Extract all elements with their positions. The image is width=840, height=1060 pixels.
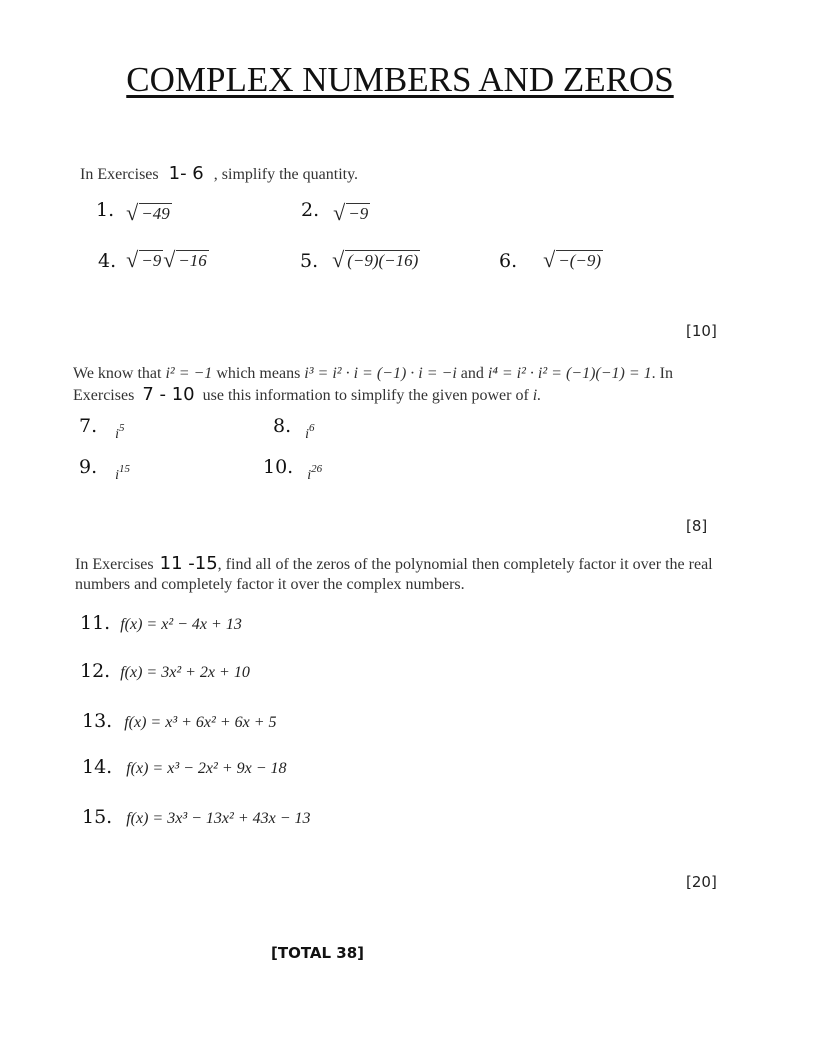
radical-expression: √ −9 <box>333 200 369 225</box>
exercise-12: 12. f(x) = 3x² + 2x + 10 <box>80 660 250 682</box>
exercise-6: 6. √ −(−9) <box>499 247 601 272</box>
exercise-14: 14. f(x) = x³ − 2x² + 9x − 18 <box>82 756 287 778</box>
section2-marks: [8] <box>686 517 708 535</box>
exercise-11: 11. f(x) = x² − 4x + 13 <box>80 612 242 634</box>
section3-instructions-line1: In Exercises 11 -15, find all of the zeros of the polynomial then completely factor it over the real <box>75 553 713 574</box>
section1-marks: [10] <box>686 322 717 340</box>
exercise-15: 15. f(x) = 3x³ − 13x² + 43x − 13 <box>82 806 311 828</box>
section3-instructions-line2: numbers and completely factor it over the complex numbers. <box>75 576 465 593</box>
section1-instructions: In Exercises 1- 6 , simplify the quantity. <box>80 163 359 184</box>
radical-expression: √ −9 <box>126 247 162 272</box>
radical-expression: √ −16 <box>163 247 207 272</box>
exercise-7: 7. $i^5$ <box>79 415 125 442</box>
radical-expression: √ −49 <box>126 200 170 225</box>
radical-expression: √ −(−9) <box>543 247 601 272</box>
exercise-9: 9. $i^{15}$ <box>79 456 131 483</box>
exercise-13: 13. f(x) = x³ + 6x² + 6x + 5 <box>82 710 277 732</box>
exercise-4: 4. √ −9 √ −16 <box>98 247 207 272</box>
exercise-10: 10. $i^{26}$ <box>263 456 323 483</box>
section3-marks: [20] <box>686 873 717 891</box>
exercise-1: 1. √ −49 <box>96 199 170 225</box>
total-marks: [TOTAL 38] <box>271 944 365 962</box>
radical-expression: √ (−9)(−16) <box>332 247 419 272</box>
exercise-5: 5. √ (−9)(−16) <box>300 247 419 272</box>
section2-instructions-line1: We know that i² = −1 which means i³ = i² · i = (−1) · i = −i and i⁴ = i² · i² = (−1)(−1) = 1. In <box>73 365 673 382</box>
section2-instructions-line2: Exercises 7 - 10 use this information to simplify the given power of i. <box>73 384 542 405</box>
page-title: COMPLEX NUMBERS AND ZEROS <box>126 60 674 99</box>
exercise-2: 2. √ −9 <box>301 199 369 225</box>
exercise-8: 8. $i^6$ <box>273 415 315 442</box>
